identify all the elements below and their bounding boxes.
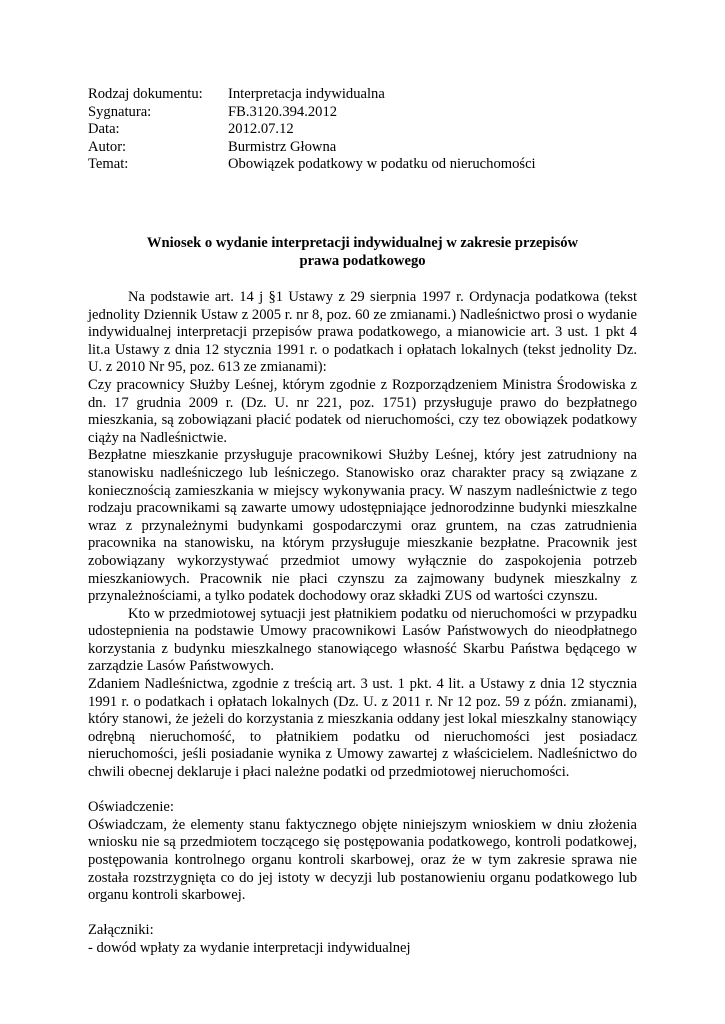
title-line-2: prawa podatkowego	[299, 252, 426, 269]
title-line-1: Wniosek o wydanie interpretacji indywidualnej w zakresie przepisów	[146, 235, 579, 251]
document-title	[88, 235, 637, 270]
document-body	[88, 289, 637, 958]
metadata-label: Sygnatura:	[88, 103, 152, 120]
metadata-row-date	[88, 121, 648, 139]
spacer	[88, 905, 637, 923]
paragraph-legal-basis: Na podstawie art. 14 j §1 Ustawy z 29 sierpnia 1997 r. Ordynacja podatkowa (tekst jednolity Dziennik Ustaw z 2005 r. nr 8, poz. 60 ze zmianami.) Nadleśnictwo prosi o wydanie indywidualnej interpretacji przepisów prawa podatkowego, a mianowicie art. 3 ust. 1 pkt 4 lit.a Ustawy z dnia 12 stycznia 1991 r. o podatkach i opłatach lokalnych (tekst jednolity Dz. U. z 2010 Nr 95, poz. 613 ze zmianami):	[88, 289, 637, 376]
metadata-label: Rodzaj dokumentu:	[88, 86, 203, 102]
attachments-heading: Załączniki:	[88, 922, 154, 939]
document-metadata	[88, 86, 648, 174]
paragraph-facts: Bezpłatne mieszkanie przysługuje pracownikowi Służby Leśnej, który jest zatrudniony na stanowisku nadleśniczego lub leśniczego. Stanowisko oraz charakter pracy są związane z koniecznością zamieszkania w miejscy wykonywania pracy. W naszym nadleśnictwie z tego rodzaju pracownikami są zawarte umowy udostępniające jednorodzinne budynki mieszkalne wraz z przynależnymi budynkami gospodarczymi oraz gruntem, na czas zatrudnienia pracownika na stanowisku, na którym przysługuje mieszkanie bezpłatne. Pracownik jest zobowiązany wykorzystywać przedmiot umowy wyłącznie do zaspokojenia potrzeb mieszkaniowych. Pracownik nie płaci czynszu za zajmowany budynek mieszkalny z przynależnościami, a tylko podatek dochodowy oraz składki ZUS od wartości czynszu.	[88, 447, 637, 605]
metadata-value: Interpretacja indywidualna	[228, 86, 385, 102]
metadata-value: Obowiązek podatkowy w podatku od nieruchomości	[228, 156, 536, 173]
metadata-row-signature	[88, 104, 648, 122]
declaration-text: Oświadczam, że elementy stanu faktycznego objęte niniejszym wnioskiem w dniu złożenia wniosku nie są przedmiotem toczącego się postępowania podatkowego, kontroli podatkowej, postępowania kontrolnego organu kontroli skarbowej, oraz że w tym zakresie sprawa nie została rozstrzygnięta co do jej istoty w decyzji lub postanowieniu organu podatkowego lub organu kontroli skarbowej.	[88, 816, 637, 904]
metadata-value: Burmistrz Głowna	[228, 138, 337, 155]
metadata-label: Temat:	[88, 156, 129, 173]
paragraph-position: Zdaniem Nadleśnictwa, zgodnie z treścią art. 3 ust. 1 pkt. 4 lit. a Ustawy z dnia 12 stycznia 1991 r. o podatkach i opłatach lokalnych (Dz. U. z 2011 r. Nr 12 poz. 59 z późn. zmianami), który stanowi, że jeżeli do korzystania z mieszkania oddany jest lokal mieszkalny stanowiący odrębną nieruchomość, to płatnikiem podatku od nieruchomości jest posiadacz nieruchomości, jeśli posiadanie wynika z Umowy zawartej z właścicielem. Nadleśnictwo do chwili obecnej deklaruje i płaci należne podatki od przedmiotowej nieruchomości.	[88, 676, 637, 781]
metadata-value: FB.3120.394.2012	[228, 103, 338, 120]
metadata-label: Autor:	[88, 138, 127, 155]
metadata-value: 2012.07.12	[228, 121, 294, 138]
metadata-label: Data:	[88, 121, 120, 138]
metadata-row-author	[88, 139, 648, 157]
spacer	[88, 782, 637, 800]
metadata-row-type	[88, 86, 648, 104]
paragraph-issue: Kto w przedmiotowej sytuacji jest płatnikiem podatku od nieruchomości w przypadku udostepnienia na podstawie Umowy pracownikowi Lasów Państwowych do nieodpłatnego korzystania z budynku mieszkalnego stanowiącego własność Skarbu Państwa będącego w zarządzie Lasów Państwowych.	[88, 605, 637, 675]
metadata-row-subject	[88, 156, 648, 174]
attachment-item: - dowód wpłaty za wydanie interpretacji indywidualnej	[88, 939, 411, 956]
paragraph-question: Czy pracownicy Służby Leśnej, którym zgodnie z Rozporządzeniem Ministra Środowiska z dn. 17 grudnia 2009 r. (Dz. U. nr 221, poz. 1751) przysługuje prawo do bezpłatnego mieszkania, są zobowiązani płacić podatek od nieruchomości, czy tez obowiązek podatkowy ciąży na Nadleśnictwie.	[88, 376, 637, 446]
declaration-heading: Oświadczenie:	[88, 799, 174, 816]
